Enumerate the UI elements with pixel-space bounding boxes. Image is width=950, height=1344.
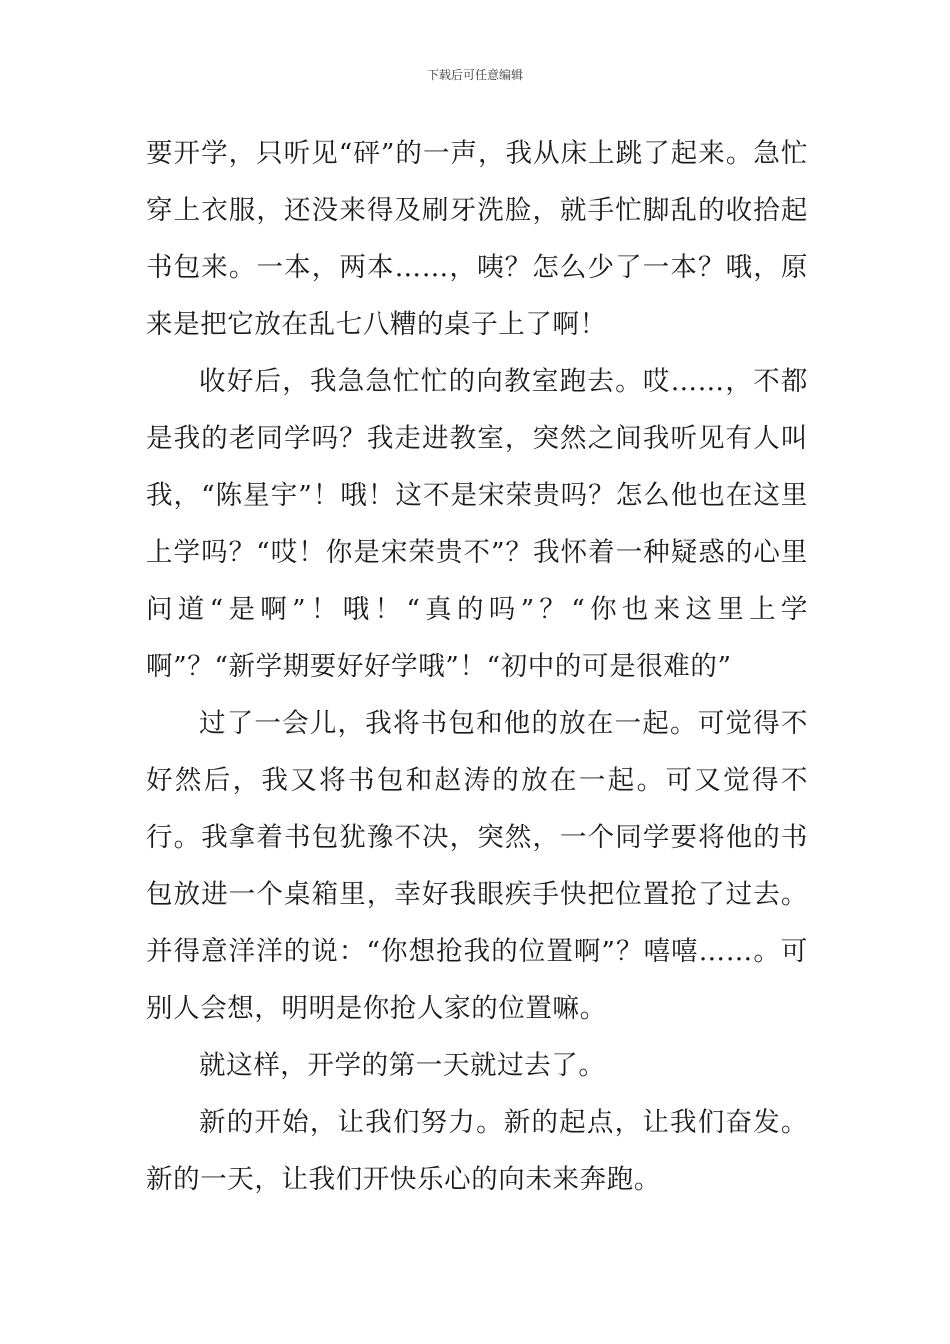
- paragraph-1: 要开学，只听见“砰”的一声，我从床上跳了起来。急忙穿上衣服，还没来得及刷牙洗脸，就手忙脚乱的收拾起书包来。一本，两本……，咦？怎么少了一本？哦，原来是把它放在乱七八糟的桌子上了啊！: [146, 138, 808, 340]
- paragraph-3: 过了一会儿，我将书包和他的放在一起。可觉得不好然后，我又将书包和赵涛的放在一起。可又觉得不行。我拿着书包犹豫不决，突然，一个同学要将他的书包放进一个桌箱里，幸好我眼疾手快把位置抢了过去。并得意洋洋的说：“你想抢我的位置啊”？嘻嘻……。可别人会想，明明是你抢人家的位置嘛。: [146, 708, 808, 1024]
- page-header: 下载后可任意编辑: [426, 68, 523, 82]
- document-body: [146, 125, 808, 1208]
- paragraph-4: 就这样，开学的第一天就过去了。: [199, 1050, 606, 1081]
- paragraph-2: 收好后，我急急忙忙的向教室跑去。哎……，不都是我的老同学吗？我走进教室，突然之间我听见有人叫我，“陈星宇”！哦！这不是宋荣贵吗？怎么他也在这里上学吗？“哎！你是宋荣贵不”？我怀着一种疑惑的心里问道“是啊”！哦！“真的吗”？“你也来这里上学啊”？“新学期要好好学哦”！“初中的可是很难的”: [146, 366, 808, 682]
- paragraph-5: 新的开始，让我们努力。新的起点，让我们奋发。新的一天，让我们开快乐心的向未来奔跑。: [146, 1107, 808, 1195]
